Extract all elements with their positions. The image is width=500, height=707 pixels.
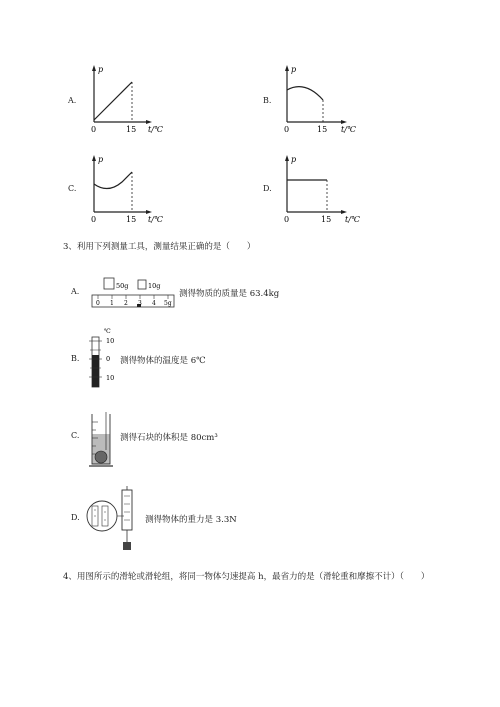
y-axis-label: p xyxy=(291,65,297,74)
question-4-stem: 4、用图所示的滑轮或滑轮组，将同一物体匀速提高 h，最省力的是（滑轮重和摩擦不计）（ ） xyxy=(63,572,430,582)
option-letter: C. xyxy=(71,431,80,440)
weight-label-50g: 50g xyxy=(116,282,129,290)
thermometer-figure xyxy=(86,327,122,389)
tick-label: 15 xyxy=(317,125,328,134)
thermometer-unit: ℃ xyxy=(104,328,111,335)
balance-reading-figure xyxy=(90,276,176,310)
p-t-graph-d xyxy=(279,152,371,226)
option-letter: B. xyxy=(263,96,272,105)
option-letter: B. xyxy=(71,354,80,363)
graph-option-d xyxy=(263,152,373,226)
option-text: 测得物体的重力是 3.3N xyxy=(145,515,237,525)
option-letter: D. xyxy=(71,513,80,522)
tick-label: 15 xyxy=(126,215,137,224)
origin-label: 0 xyxy=(284,125,290,134)
option-text: 测得石块的体积是 80cm³ xyxy=(120,433,218,443)
question-3-stem: 3、利用下列测量工具，测量结果正确的是（ ） xyxy=(63,242,256,252)
scale-label: 4 xyxy=(152,300,156,307)
tick-label: 15 xyxy=(321,215,332,224)
y-axis-label: p xyxy=(291,155,297,164)
option-letter: C. xyxy=(68,184,77,193)
x-axis-label: t/℃ xyxy=(148,215,163,224)
p-t-graph-c xyxy=(86,152,176,226)
y-axis-label: p xyxy=(98,155,104,164)
scale-label: 1 xyxy=(110,300,114,307)
thermometer-mark: 0 xyxy=(106,355,111,363)
scale-label: 2 xyxy=(124,300,128,307)
scale-label: 3 xyxy=(138,300,142,307)
y-axis-label: p xyxy=(98,65,104,74)
scale-label: 0 xyxy=(96,300,100,307)
origin-label: 0 xyxy=(91,215,97,224)
graph-option-c xyxy=(68,152,178,226)
option-letter: A. xyxy=(71,287,80,296)
graph-option-a xyxy=(68,62,178,136)
weight-label-10g: 10g xyxy=(148,282,161,290)
option-letter: A. xyxy=(68,96,77,105)
thermometer-mark: 10 xyxy=(106,337,115,345)
option-text: 测得物体的温度是 6℃ xyxy=(120,356,206,366)
x-axis-label: t/℃ xyxy=(341,125,356,134)
origin-label: 0 xyxy=(284,215,290,224)
spring-scale-figure xyxy=(84,484,144,554)
scale-label: 5g xyxy=(164,300,172,307)
origin-label: 0 xyxy=(91,125,97,134)
x-axis-label: t/℃ xyxy=(345,215,360,224)
option-letter: D. xyxy=(263,184,272,193)
p-t-graph-a xyxy=(86,62,176,136)
thermometer-mark: 10 xyxy=(106,374,115,382)
p-t-graph-b xyxy=(279,62,371,136)
graph-option-b xyxy=(263,62,373,136)
tick-label: 15 xyxy=(126,125,137,134)
x-axis-label: t/℃ xyxy=(148,125,163,134)
option-text: 测得物质的质量是 63.4kg xyxy=(179,289,280,299)
graduated-cylinder-figure xyxy=(86,410,118,468)
